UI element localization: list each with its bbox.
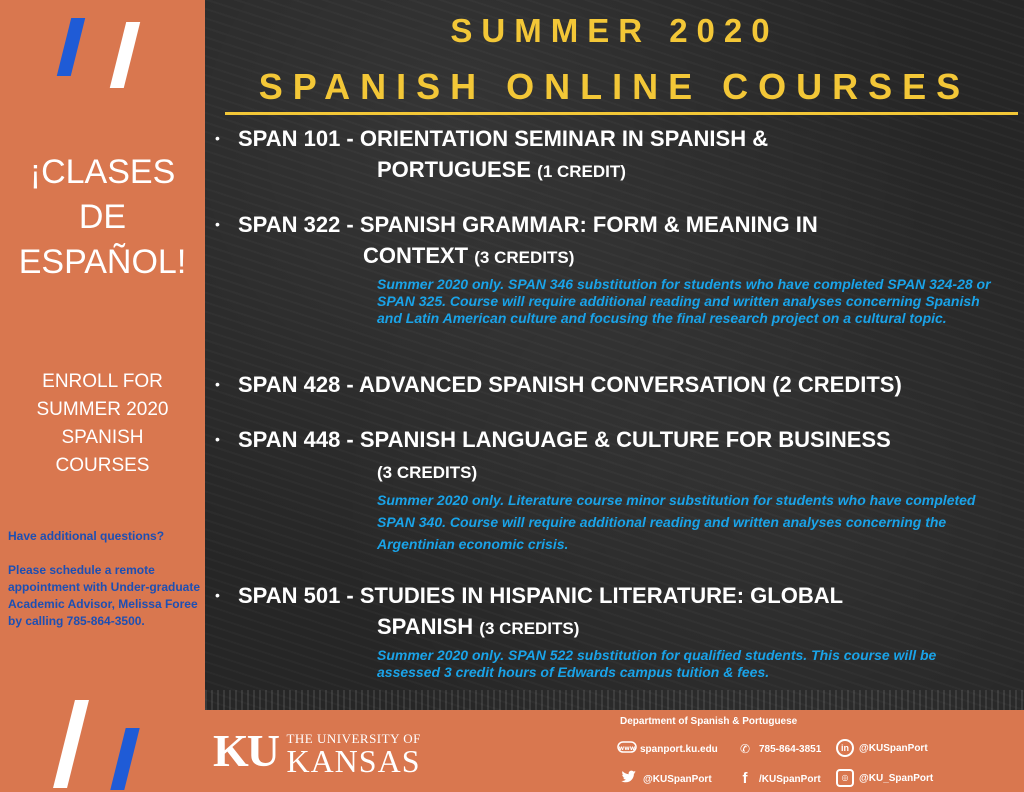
chalk-dust-texture	[205, 690, 1024, 710]
phone-text: 785-864-3851	[759, 743, 822, 755]
twitter-link[interactable]	[620, 770, 712, 788]
headline-clases-de-espanol	[0, 150, 205, 285]
course-title	[238, 372, 902, 398]
chalkboard-main	[205, 0, 1024, 710]
course-title: SPAN 501 - STUDIES IN HISPANIC LITERATURE: GLOBAL	[238, 583, 844, 608]
instagram-link[interactable]	[836, 769, 933, 787]
facebook-link[interactable]	[736, 770, 821, 788]
course-credits: (3 CREDITS)	[377, 463, 478, 482]
course-title: SPAN 322 - SPANISH GRAMMAR: FORM & MEANING IN	[238, 212, 818, 237]
enroll-line-3: SPANISH	[61, 427, 144, 448]
course-title-cont-text: PORTUGUESE	[377, 157, 532, 182]
website-text: spanport.ku.edu	[640, 743, 718, 755]
ku-mark: KU	[213, 725, 278, 776]
course-title-text: SPAN 428 - ADVANCED SPANISH CONVERSATION	[238, 372, 767, 397]
ku-wordmark	[286, 728, 421, 779]
questions-heading: Have additional questions?	[8, 529, 165, 543]
instagram-icon: ◎	[836, 769, 854, 787]
course-title-continued	[377, 614, 579, 640]
course-title-continued	[377, 157, 626, 183]
twitter-text: @KUSpanPort	[643, 773, 712, 785]
decorative-slash-bottom-blue	[110, 728, 139, 790]
course-title-continued	[377, 458, 477, 484]
course-title: SPAN 448 - SPANISH LANGUAGE & CULTURE FOR BUSINESS	[238, 427, 891, 452]
title-underline	[225, 112, 1018, 115]
advisor-contact-info	[8, 528, 203, 647]
bullet-icon: •	[215, 216, 220, 232]
website-link[interactable]	[617, 740, 718, 758]
page-title-line-2: SPANISH ONLINE COURSES	[258, 66, 971, 107]
linkedin-text: @KUSpanPort	[859, 742, 928, 754]
globe-icon	[617, 740, 635, 758]
course-credits: (2 CREDITS)	[772, 372, 902, 397]
course-credits: (1 CREDIT)	[537, 162, 626, 181]
phone-icon: ✆	[739, 742, 751, 756]
course-note: Summer 2020 only. Literature course minor substitution for students who have completed SPAN 340. Course will require additional reading and written analyses concerning the Argentinian economic crisis.	[377, 492, 976, 552]
footer	[205, 710, 1024, 792]
headline-line-3: ESPAÑOL!	[18, 243, 187, 281]
decorative-slash-top-white	[110, 22, 140, 88]
university-logo	[213, 725, 421, 779]
phone-link[interactable]	[736, 740, 821, 758]
enroll-text	[0, 368, 205, 480]
decorative-slash-bottom-white	[53, 700, 89, 788]
course-title-cont-text: CONTEXT	[363, 243, 469, 268]
schedule-instructions: Please schedule a remote appointment with Under-graduate Academic Advisor, Melissa Foree by calling 785-864-3500.	[8, 563, 200, 628]
enroll-line-1: ENROLL FOR	[42, 371, 163, 392]
headline-line-1: ¡CLASES	[29, 153, 176, 191]
left-panel	[0, 0, 205, 792]
enroll-line-2: SUMMER 2020	[36, 399, 169, 420]
department-name: Department of Spanish & Portuguese	[620, 716, 798, 727]
course-title-cont-text: SPANISH	[377, 614, 474, 639]
bullet-icon: •	[215, 130, 220, 146]
instagram-text: @KU_SpanPort	[859, 772, 934, 784]
ku-the-university-of: THE UNIVERSITY OF	[286, 731, 421, 746]
course-credits: (3 CREDITS)	[479, 619, 580, 638]
enroll-line-4: COURSES	[55, 455, 150, 476]
linkedin-icon: in	[836, 739, 854, 757]
twitter-icon	[620, 770, 638, 788]
course-credits: (3 CREDITS)	[474, 248, 575, 267]
facebook-icon: f	[742, 770, 748, 787]
course-title-continued	[363, 243, 574, 269]
course-note: Summer 2020 only. SPAN 522 substitution for qualified students. This course will be assessed 3 credit hours of Edwards campus tuition & fees.	[377, 647, 937, 680]
decorative-slash-top-blue	[57, 18, 85, 76]
course-note: Summer 2020 only. SPAN 346 substitution for students who have completed SPAN 324-28 or SPAN 325. Course will require additional reading and written analyses concerning Spanish and Latin American culture and focusing the final research project on a cultural topic.	[377, 276, 991, 326]
facebook-text: /KUSpanPort	[759, 773, 821, 785]
bullet-icon: •	[215, 587, 220, 603]
ku-kansas: KANSAS	[286, 743, 421, 779]
linkedin-link[interactable]	[836, 739, 928, 757]
headline-line-2: DE	[78, 198, 127, 236]
course-title: SPAN 101 - ORIENTATION SEMINAR IN SPANISH &	[238, 126, 769, 151]
page-title-line-1: SUMMER 2020	[450, 12, 779, 49]
bullet-icon: •	[215, 376, 220, 392]
svg-text:www: www	[618, 745, 636, 752]
bullet-icon: •	[215, 431, 220, 447]
